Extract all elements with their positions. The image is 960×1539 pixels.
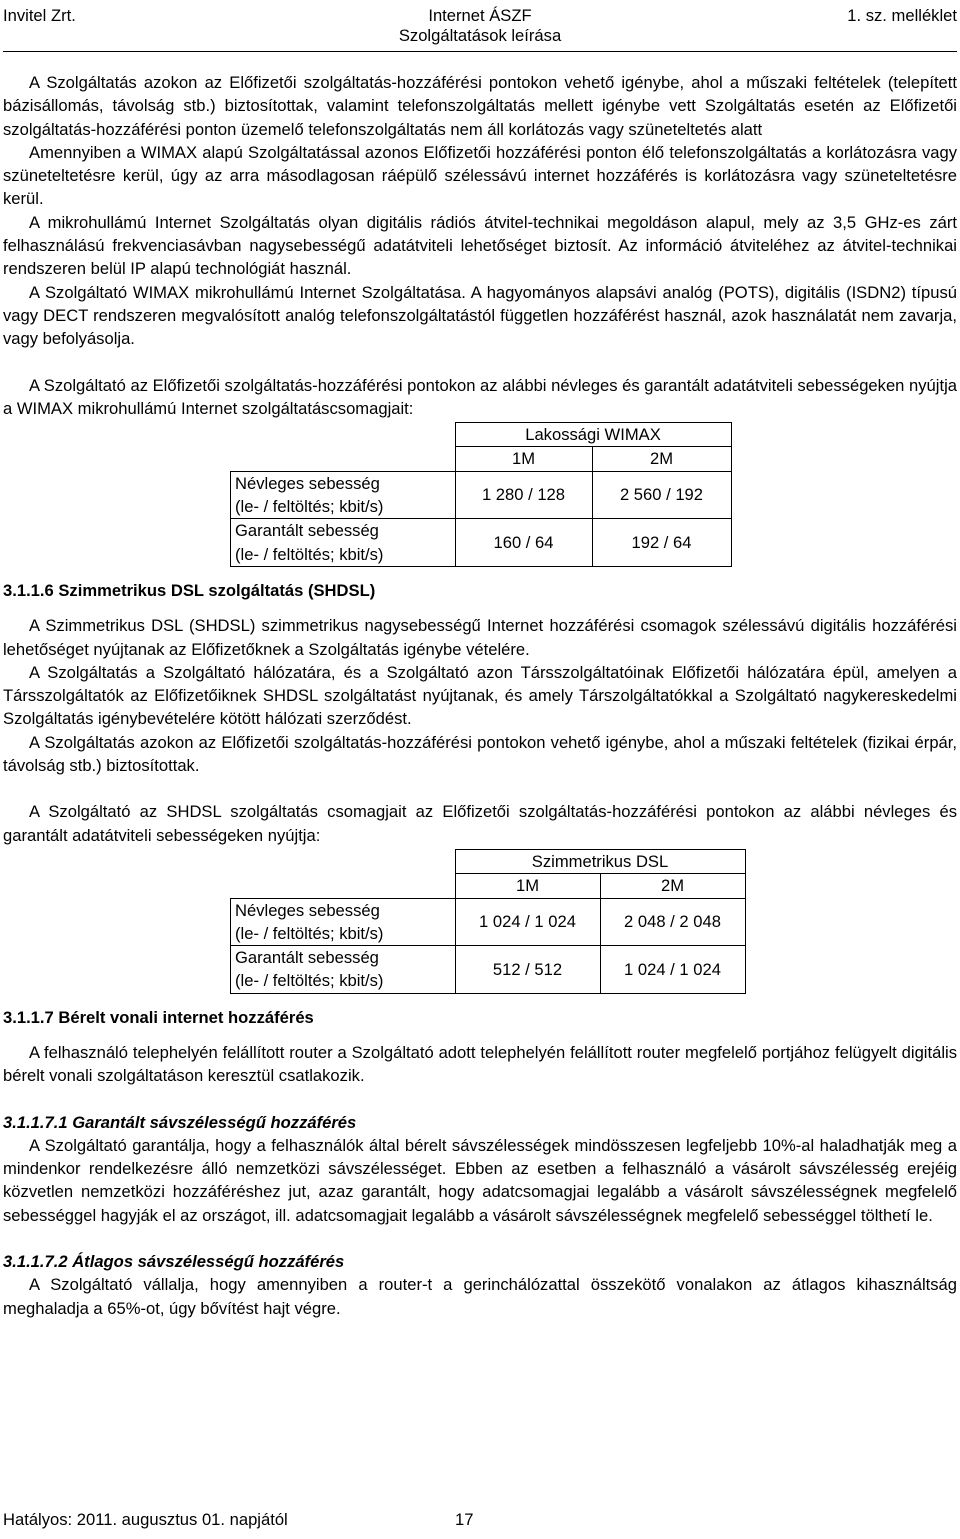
spacer [3,1227,957,1250]
header-divider [3,51,957,52]
table-row [231,898,746,946]
table-cell: 160 / 64 [455,519,592,567]
document-body [3,71,957,1320]
paragraph: A Szolgáltató az SHDSL szolgáltatás csomagjait az Előfizetői szolgáltatás-hozzáférési pontokon az alábbi névleges és garantált adatátviteli sebességeken nyújtja: [3,802,957,845]
spacer [3,777,957,800]
row-label-line: Névleges sebesség [235,473,380,493]
paragraph: Amennyiben a WIMAX alapú Szolgáltatással azonos Előfizetői hozzáférési ponton élő telefonszolgáltatás a korlátozásra vagy szüneteltetésre kerül, úgy az arra másodlagosan ráépülő szélessávú internet hozzáférés is korlátozásra vagy szüneteltetésre kerül. [3,142,957,209]
table-group-header: Szimmetrikus DSL [455,849,745,873]
paragraph: A Szolgáltató az Előfizetői szolgáltatás-hozzáférési pontokon az alábbi névleges és garantált adatátviteli sebességeken nyújtja a WIMAX mikrohullámú Internet szolgáltatáscsomagjait: [3,375,957,418]
header-doc-subtitle: Szolgáltatások leírása [398,26,562,45]
paragraph: A Szimmetrikus DSL (SHDSL) szimmetrikus nagysebességű Internet hozzáférési csomagok szélessávú digitális hozzáférési lehetőséget nyújtanak az Előfizetőknek a Szolgáltatás igénybe vételére. [3,616,957,659]
table-row-label [231,898,456,946]
footer-effective-date: Hatályos: 2011. augusztus 01. napjától [3,1509,288,1529]
spacer [3,351,957,374]
table-row-label [231,946,456,994]
table-row [231,946,746,994]
paragraph: A Szolgáltató WIMAX mikrohullámú Internet Szolgáltatása. A hagyományos alapsávi analóg (POTS), digitális (ISDN2) típusú vagy DECT rendszeren megvalósított analóg telefonszolgáltatástól független hozzáférést használ, azok használatát nem zavarja, vagy befolyásolja. [3,282,957,349]
page-header [3,6,957,46]
row-label-line: (le- / feltöltés; kbit/s) [235,923,384,943]
table-cell: 2 048 / 2 048 [600,898,745,946]
header-title-block [3,6,957,46]
spacer [3,567,957,579]
table-row [231,471,732,519]
row-label-line: (le- / feltöltés; kbit/s) [235,497,384,517]
section-heading: 3.1.1.7.1 Garantált sávszélességű hozzáférés [3,1112,357,1132]
table-cell: 2 560 / 192 [592,471,731,519]
header-annex: 1. sz. melléklet [847,6,957,25]
table-column-header: 1M [455,447,592,471]
table-cell: 1 024 / 1 024 [600,946,745,994]
paragraph: A Szolgáltató vállalja, hogy amennyiben a router-t a gerinchálózattal összekötő vonalakon az átlagos kihasználtság meghaladja a 65%-ot, úgy bővítést hajt végre. [3,1275,957,1318]
table-column-header: 2M [600,874,745,898]
shdsl-speed-table [230,849,746,994]
paragraph: A mikrohullámú Internet Szolgáltatás olyan digitális rádiós átvitel-technikai megoldáson alapul, mely az 3,5 GHz-es zárt felhasználású frekvenciasávban nagysebességű adatátviteli lehetőséget biztosít. Az információ átviteléhez az átvitel-technikai rendszeren belül IP alapú technológiát használ. [3,212,957,279]
wimax-speed-table [230,422,732,567]
spacer [3,994,957,1006]
table-row-label [231,519,456,567]
table-column-header: 1M [455,874,600,898]
table-row-label [231,471,456,519]
paragraph: A Szolgáltatás a Szolgáltató hálózatára, és a Szolgáltató azon Társszolgáltatóinak Előfizetői hálózatára épül, amelyen a Társszolgáltatók az Előfizetőiknek SHDSL szolgáltatást nyújtanak, és amely Társzolgáltatókkal a Szolgáltató nagykereskedelmi Szolgáltatás igénybevételére kötött hálózati szerződést. [3,662,957,729]
table-cell: 512 / 512 [455,946,600,994]
section-heading: 3.1.1.7.2 Átlagos sávszélességű hozzáférés [3,1252,345,1272]
table-cell: 192 / 64 [592,519,731,567]
table-row [231,519,732,567]
table-column-header: 2M [592,447,731,471]
table-cell: 1 024 / 1 024 [455,898,600,946]
row-label-line: Garantált sebesség [235,521,379,541]
footer-page-number: 17 [455,1509,474,1529]
paragraph: A felhasználó telephelyén felállított router a Szolgáltató adott telephelyén felállított router megfelelő portjához felügyelt digitális bérelt vonali szolgáltatáson keresztül csatlakozik. [3,1042,957,1086]
paragraph: A Szolgáltatás azokon az Előfizetői szolgáltatás-hozzáférési pontokon vehető igénybe, ahol a műszaki feltételek (fizikai érpár, távolság stb.) biztosítottak. [3,732,957,776]
row-label-line: Névleges sebesség [235,900,380,920]
row-label-line: (le- / feltöltés; kbit/s) [235,544,384,564]
spacer [3,1029,957,1041]
header-doc-title: Internet ÁSZF [428,6,532,25]
table-cell: 1 280 / 128 [455,471,592,519]
spacer [3,1088,957,1111]
paragraph: A Szolgáltatás azokon az Előfizetői szolgáltatás-hozzáférési pontokon vehető igénybe, ahol a műszaki feltételek (telepített bázisállomás, távolság stb.) biztosítottak, valamint telefonszolgáltatás mellett igénybe vett Szolgáltatás esetén az Előfizetői szolgáltatás-hozzáférési ponton üzemelő telefonszolgáltatás nem áll korlátozás vagy szüneteltetés alatt [3,73,957,139]
header-company: Invitel Zrt. [3,6,76,25]
row-label-line: (le- / feltöltés; kbit/s) [235,971,384,991]
section-heading: 3.1.1.6 Szimmetrikus DSL szolgáltatás (SHDSL) [3,580,376,600]
row-label-line: Garantált sebesség [235,948,379,968]
paragraph: A Szolgáltató garantálja, hogy a felhasználók által bérelt sávszélességek mindösszesen legfeljebb 10%-al haladhatják meg a mindenkor rendelkezésre álló nemzetközi sávszélességet. Ebben az esetben a felhasználó a vásárolt sávszélesség erejéig közvetlen nemzetközi hozzáféréshez jut, azaz garantált, hogy adatcsomagjai legalább a vásárolt sávszélességnek megfelelő sebességgel hagyják el az országot, ill. adatcsomagjait legalább a vásárolt sávszélességnek megfelelő sebességgel tölthetí le. [3,1135,957,1225]
table-group-header: Lakossági WIMAX [455,423,731,447]
spacer [3,602,957,614]
section-heading: 3.1.1.7 Bérelt vonali internet hozzáférés [3,1007,314,1027]
